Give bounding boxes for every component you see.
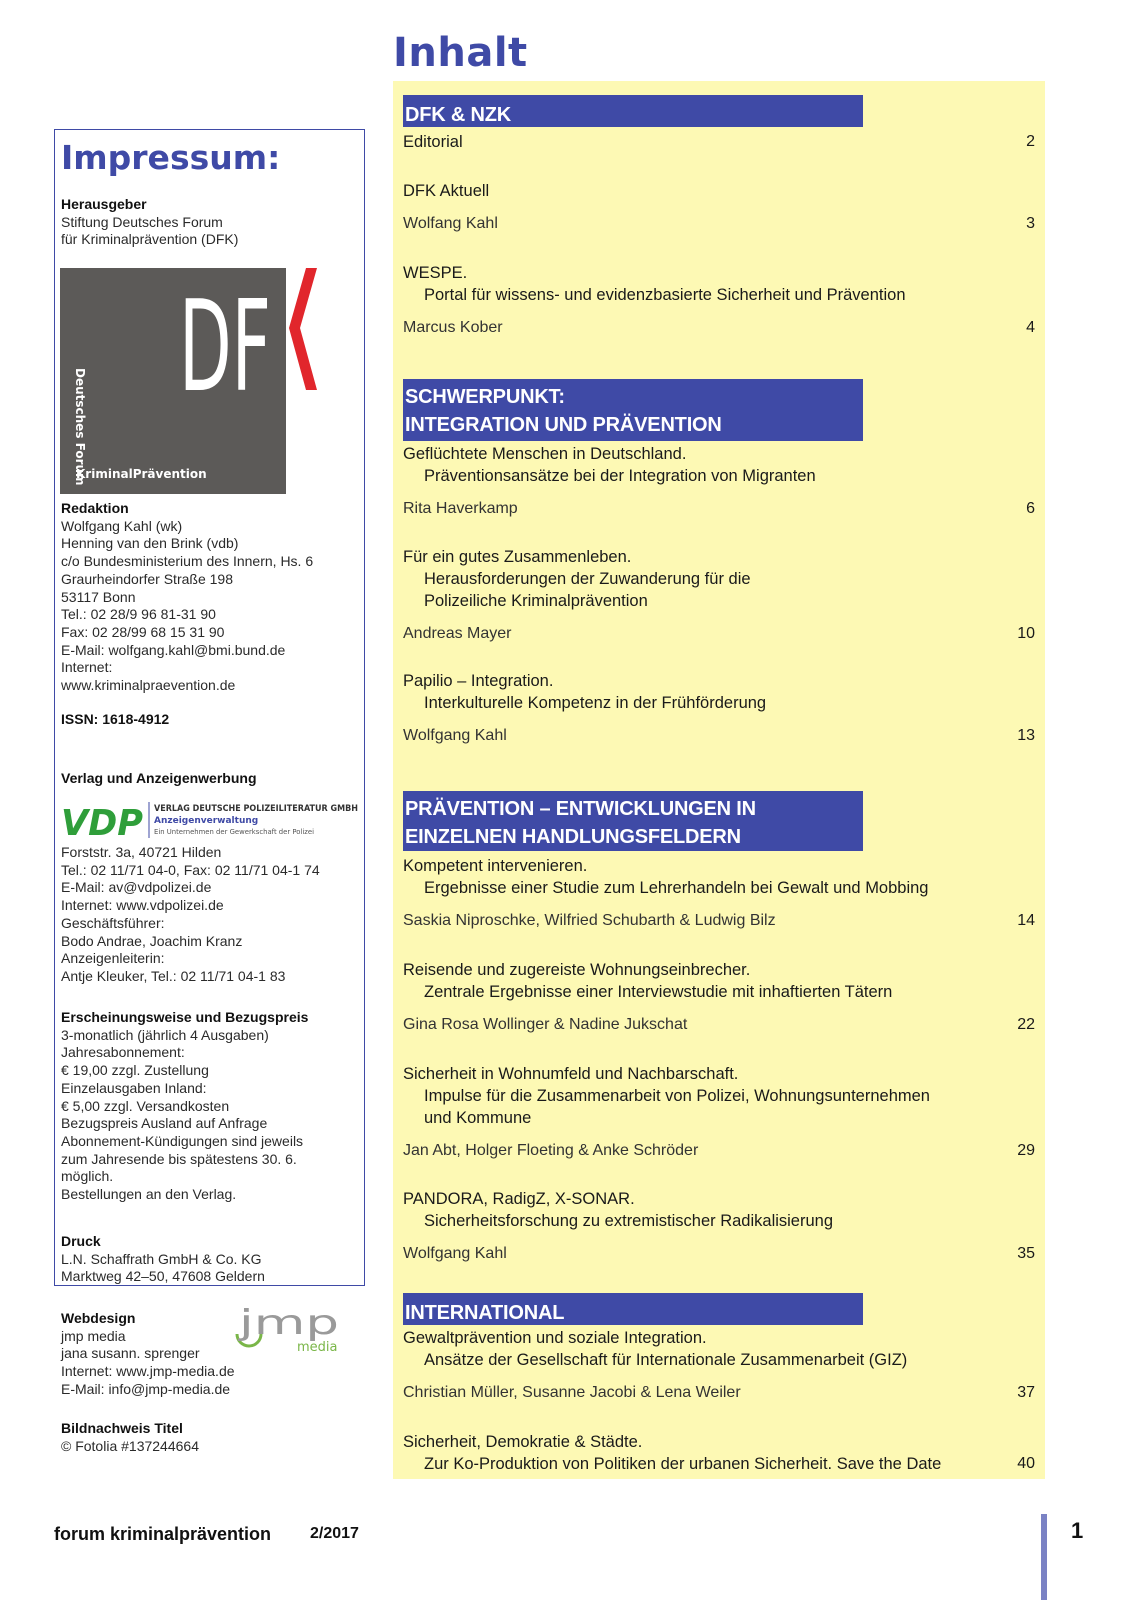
herausgeber-line: Stiftung Deutsches Forum (61, 213, 223, 230)
toc-entry-subtitle: Zentrale Ergebnisse einer Interviewstudie mit inhaftierten Tätern (424, 983, 893, 1001)
impressum-title: Impressum: (61, 138, 281, 177)
toc-entry-subtitle: Portal für wissens- und evidenzbasierte Sicherheit und Prävention (424, 286, 906, 304)
toc-entry (403, 1188, 1035, 1265)
bildnachweis-block (61, 1420, 199, 1455)
druck-block (61, 1233, 265, 1286)
verlag-line: Bodo Andrae, Joachim Kranz (61, 932, 243, 949)
erscheinung-line: Bezugspreis Ausland auf Anfrage (61, 1115, 268, 1132)
toc-entry-author: Wolfgang Kahl (403, 727, 507, 744)
toc-entry-author: Andreas Mayer (403, 625, 512, 642)
dfk-logo-line1: Deutsches Forum (73, 368, 87, 486)
toc-entry-page: 37 (1017, 1384, 1035, 1401)
webdesign-email: E-Mail: info@jmp-media.de (61, 1380, 231, 1397)
redaktion-line: 53117 Bonn (61, 588, 136, 605)
druck-line: Marktweg 42–50, 47608 Geldern (61, 1268, 265, 1285)
toc-entry-subtitle: Ergebnisse einer Studie zum Lehrerhandeln bei Gewalt und Mobbing (424, 879, 929, 897)
toc-entry-page: 10 (1017, 625, 1035, 642)
toc-entry (403, 959, 1035, 1036)
redaktion-email: E-Mail: wolfgang.kahl@bmi.bund.de (61, 641, 286, 658)
toc-entry-page: 4 (1026, 319, 1035, 336)
verlag-heading-block (61, 770, 257, 788)
erscheinung-heading: Erscheinungsweise und Bezugspreis (61, 1009, 309, 1025)
bildnachweis-line: © Fotolia #137244664 (61, 1437, 199, 1454)
toc-entry (403, 1063, 1035, 1162)
toc-entry-author: Gina Rosa Wollinger & Nadine Jukschat (403, 1016, 688, 1033)
vdp-logo-line3: Ein Unternehmen der Gewerkschaft der Polizei (154, 828, 315, 836)
toc-entry-title: Papilio – Integration. (403, 672, 554, 690)
toc-entry-page: 35 (1017, 1245, 1035, 1262)
toc-entry-title: Für ein gutes Zusammenleben. (403, 548, 632, 566)
page-title: Inhalt (393, 30, 528, 76)
webdesign-website: Internet: www.jmp-media.de (61, 1363, 235, 1380)
toc-entry-subtitle: und Kommune (424, 1109, 532, 1127)
toc-entry-page: 13 (1017, 727, 1035, 744)
erscheinung-line: € 5,00 zzgl. Versandkosten (61, 1097, 230, 1114)
verlag-line: Geschäftsführer: (61, 914, 165, 931)
webdesign-block (61, 1310, 235, 1399)
toc-entry-title: DFK Aktuell (403, 182, 490, 200)
dfk-logo-line2: KriminalPrävention (76, 467, 207, 481)
section-header-dfk-nzk: DFK & NZK (403, 95, 863, 127)
toc-entry (403, 855, 1035, 932)
issn: ISSN: 1618-4912 (61, 711, 170, 727)
issn-block (61, 711, 169, 729)
redaktion-line: c/o Bundesministerium des Innern, Hs. 6 (61, 553, 314, 570)
toc-entry-author: Wolfang Kahl (403, 215, 498, 232)
verlag-line: Tel.: 02 11/71 04-0, Fax: 02 11/71 04-1 74 (61, 861, 320, 878)
redaktion-website: www.kriminalpraevention.de (61, 677, 236, 694)
footer-accent-bar (1041, 1514, 1047, 1600)
verlag-line: Anzeigenleiterin: (61, 950, 165, 967)
toc-entry-subtitle: Sicherheitsforschung zu extremistischer Radikalisierung (424, 1212, 834, 1230)
jmp-media-logo (225, 1306, 355, 1354)
toc-entry-author: Rita Haverkamp (403, 500, 518, 517)
toc-entry-subtitle: Herausforderungen der Zuwanderung für die (424, 570, 751, 588)
toc-entry-page: 6 (1026, 500, 1035, 517)
toc-entry (403, 1431, 1035, 1475)
toc-entry (403, 1327, 1035, 1404)
section-header-international: INTERNATIONAL (403, 1293, 863, 1325)
toc-entry (403, 262, 1035, 339)
toc-entry (403, 670, 1035, 747)
erscheinung-line: Jahresabonnement: (61, 1044, 185, 1061)
toc-entry-subtitle: Zur Ko-Produktion von Politiken der urbanen Sicherheit. Save the Date (424, 1455, 942, 1473)
footer-page-number: 1 (1071, 1518, 1084, 1543)
druck-line: L.N. Schaffrath GmbH & Co. KG (61, 1250, 262, 1267)
toc-entry-page: 2 (1026, 133, 1035, 150)
table-of-contents (393, 81, 1045, 1479)
herausgeber-heading: Herausgeber (61, 196, 147, 212)
toc-entry-title: Reisende und zugereiste Wohnungseinbrecher. (403, 961, 751, 979)
toc-entry-page: 22 (1017, 1016, 1035, 1033)
toc-entry-subtitle: Interkulturelle Kompetenz in der Frühförderung (424, 694, 767, 712)
erscheinung-line: zum Jahresende bis spätestens 30. 6. (61, 1150, 297, 1167)
toc-entry-title: Kompetent intervenieren. (403, 857, 588, 875)
dfk-logo-letters: DF (179, 273, 271, 420)
erscheinung-line: Abonnement-Kündigungen sind jeweils (61, 1132, 304, 1149)
toc-entry-subtitle: Ansätze der Gesellschaft für Internationale Zusammenarbeit (GIZ) (424, 1351, 908, 1369)
section-header-praevention: PRÄVENTION – ENTWICKLUNGEN IN EINZELNEN HANDLUNGSFELDERN (403, 791, 863, 851)
toc-entry-subtitle: Polizeiliche Kriminalprävention (424, 592, 648, 610)
redaktion-line: Fax: 02 28/99 68 15 31 90 (61, 623, 225, 640)
erscheinung-line: Einzelausgaben Inland: (61, 1079, 207, 1096)
dfk-logo (60, 268, 286, 494)
jmp-logo-mark: jmp (237, 1306, 339, 1343)
redaktion-block (61, 500, 313, 695)
dfk-logo-red-mark (289, 268, 317, 390)
vdp-logo-mark: VDP (61, 803, 143, 844)
redaktion-line: Tel.: 02 28/9 96 81-31 90 (61, 606, 216, 623)
section-header-schwerpunkt: SCHWERPUNKT: INTEGRATION UND PRÄVENTION (403, 379, 863, 441)
toc-entry-title: PANDORA, RadigZ, X-SONAR. (403, 1190, 635, 1208)
toc-entry-author: Wolfgang Kahl (403, 1245, 507, 1262)
verlag-website: Internet: www.vdpolizei.de (61, 897, 224, 914)
webdesign-line: jana susann. sprenger (61, 1345, 200, 1362)
herausgeber-line: für Kriminalprävention (DFK) (61, 231, 239, 248)
erscheinung-line: € 19,00 zzgl. Zustellung (61, 1062, 209, 1079)
toc-entry-page: 14 (1017, 912, 1035, 929)
footer-publication-title: forum kriminalprävention (54, 1524, 272, 1544)
vdp-logo-line1: VERLAG DEUTSCHE POLIZEILITERATUR GMBH (154, 804, 358, 814)
toc-entry (403, 443, 1035, 520)
toc-entry-title: Sicherheit in Wohnumfeld und Nachbarschaft. (403, 1065, 739, 1083)
footer-issue: 2/2017 (310, 1525, 359, 1542)
herausgeber-block (61, 196, 238, 249)
toc-entry-author: Saskia Niproschke, Wilfried Schubarth & Ludwig Bilz (403, 912, 776, 929)
toc-entry-title: Geflüchtete Menschen in Deutschland. (403, 445, 687, 463)
erscheinung-line: möglich. (61, 1168, 114, 1185)
toc-entry (403, 131, 1035, 153)
redaktion-line: Graurheindorfer Straße 198 (61, 570, 233, 587)
toc-entry-author: Christian Müller, Susanne Jacobi & Lena Weiler (403, 1384, 741, 1401)
toc-entry-title: Gewaltprävention und soziale Integration. (403, 1329, 707, 1347)
toc-entry (403, 546, 1035, 645)
verlag-line: Antje Kleuker, Tel.: 02 11/71 04-1 83 (61, 967, 286, 984)
vdp-logo-line2: Anzeigenverwaltung (154, 816, 259, 826)
toc-entry-title: Editorial (403, 133, 463, 151)
toc-entry-subtitle: Impulse für die Zusammenarbeit von Polizei, Wohnungsunternehmen (424, 1087, 930, 1105)
redaktion-line: Henning van den Brink (vdb) (61, 535, 239, 552)
toc-entry-page: 29 (1017, 1142, 1035, 1159)
verlag-block (61, 844, 320, 986)
toc-entry-title: WESPE. (403, 264, 468, 282)
erscheinung-block (61, 1009, 308, 1204)
toc-entry-page: 40 (1017, 1455, 1035, 1472)
redaktion-line: Internet: (61, 659, 113, 676)
impressum-box (54, 129, 365, 1454)
verlag-line: Forststr. 3a, 40721 Hilden (61, 844, 222, 860)
erscheinung-line: Bestellungen an den Verlag. (61, 1186, 237, 1203)
toc-entry-page: 3 (1026, 215, 1035, 232)
verlag-heading: Verlag und Anzeigenwerbung (61, 770, 257, 786)
webdesign-line: jmp media (61, 1327, 126, 1344)
toc-entry-title: Sicherheit, Demokratie & Städte. (403, 1433, 643, 1451)
toc-entry-author: Marcus Kober (403, 319, 503, 336)
verlag-email: E-Mail: av@vdpolizei.de (61, 879, 212, 896)
bildnachweis-heading: Bildnachweis Titel (61, 1420, 183, 1436)
webdesign-heading: Webdesign (61, 1310, 136, 1326)
erscheinung-line: 3-monatlich (jährlich 4 Ausgaben) (61, 1026, 269, 1043)
toc-entry-author: Jan Abt, Holger Floeting & Anke Schröder (403, 1142, 699, 1159)
vdp-logo (61, 798, 361, 848)
jmp-logo-sub: media (297, 1340, 338, 1354)
druck-heading: Druck (61, 1233, 101, 1249)
redaktion-heading: Redaktion (61, 500, 129, 516)
toc-entry-subtitle: Präventionsansätze bei der Integration von Migranten (424, 467, 816, 485)
toc-entry (403, 180, 1035, 235)
redaktion-line: Wolfgang Kahl (wk) (61, 517, 183, 534)
